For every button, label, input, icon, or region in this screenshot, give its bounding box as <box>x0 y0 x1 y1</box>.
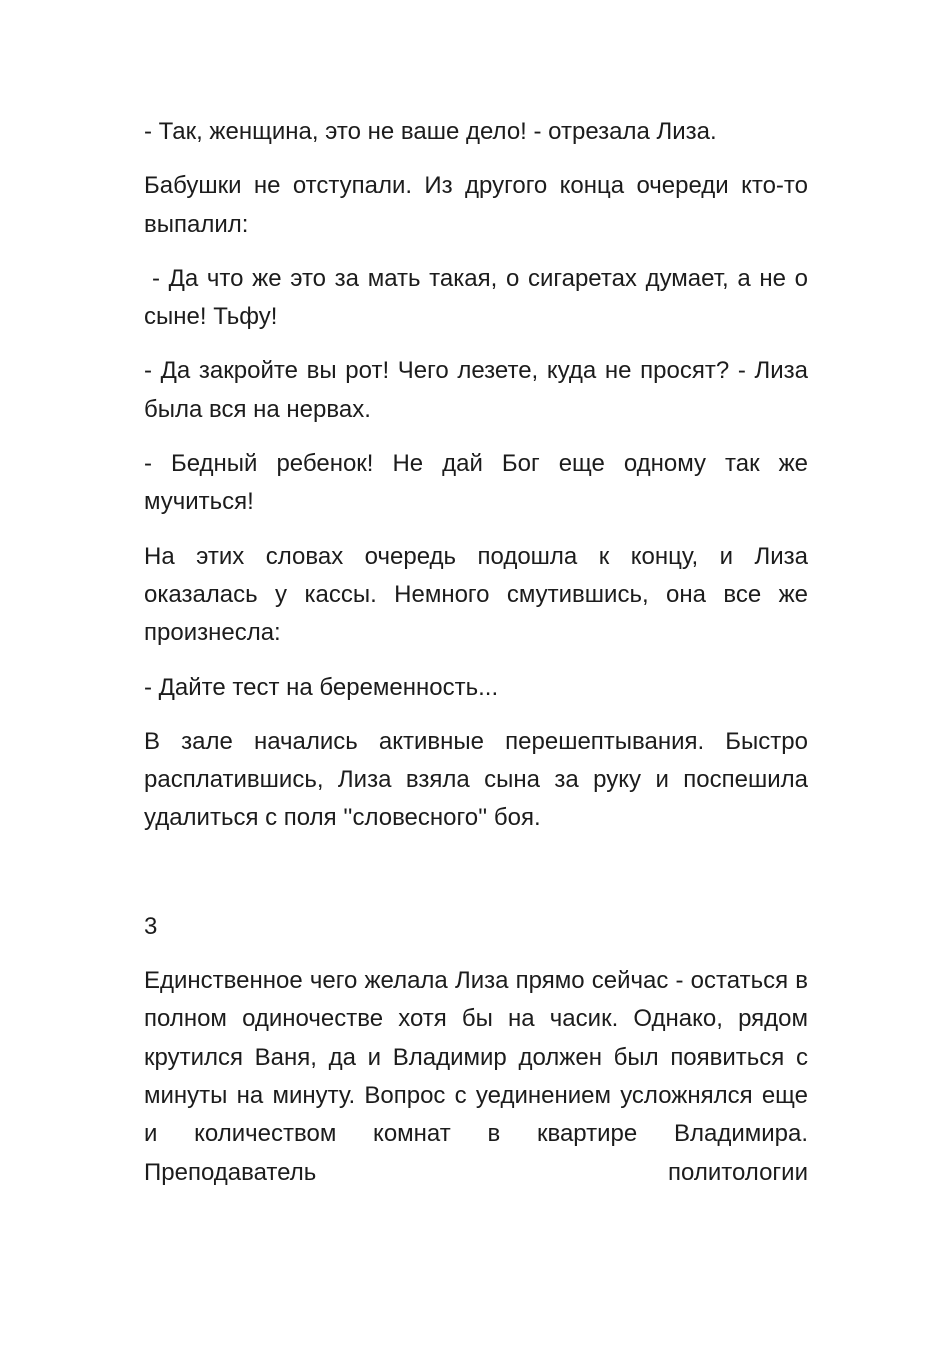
paragraph-5: - Бедный ребенок! Не дай Бог еще одному так же мучиться! <box>144 450 808 516</box>
paragraph-6: На этих словах очередь подошла к концу, и Лиза оказалась у кассы. Немного смутившись, она все же произнесла: <box>144 542 808 647</box>
paragraph-2: Бабушки не отступали. Из другого конца очереди кто-то выпалил: <box>144 172 808 238</box>
document-page <box>144 113 808 1208</box>
paragraph-3: - Да что же это за мать такая, о сигаретах думает, а не о сыне! Тьфу! <box>144 264 808 331</box>
chapter-heading: 3 <box>144 912 158 940</box>
paragraph-7: - Дайте тест на беременность... <box>144 673 499 701</box>
paragraph-4: - Да закройте вы рот! Чего лезете, куда не просят? - Лиза была вся на нервах. <box>144 357 808 423</box>
paragraph-1: - Так, женщина, это не ваше дело! - отрезала Лиза. <box>144 118 717 145</box>
paragraph-8: В зале начались активные перешептывания. Быстро расплатившись, Лиза взяла сына за руку и поспешила удалиться с поля ''словесного'' боя. <box>144 727 808 832</box>
chapter-paragraph-1: Единственное чего желала Лиза прямо сейчас - остаться в полном одиночестве хотя бы на часик. Однако, рядом крутился Ваня, да и Владимир должен был появиться с минуты на минуту. Вопрос с уединением усложнялся еще и количеством комнат в квартире Владимира. Преподаватель политологии <box>144 967 808 1186</box>
